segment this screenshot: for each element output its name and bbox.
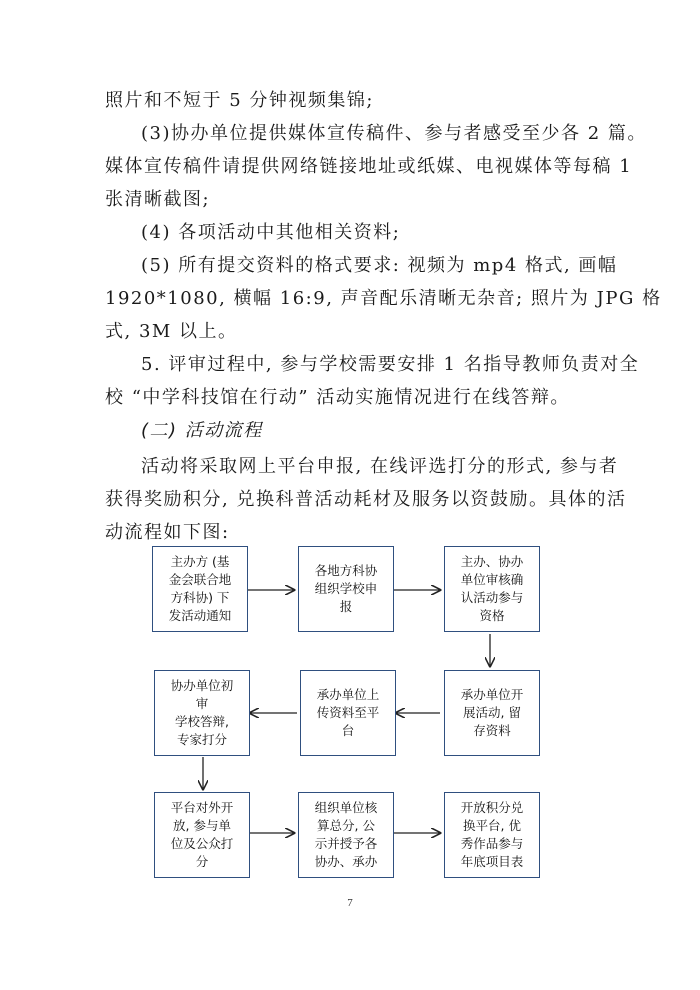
flow-box-preliminary-review: 协办单位初 审 学校答辩, 专家打分	[154, 670, 250, 756]
text-line: (5) 所有提交资料的格式要求: 视频为 mp4 格式, 画幅	[141, 255, 618, 276]
flow-box-confirm-qualification: 主办、协办 单位审核确 认活动参与 资格	[444, 546, 540, 632]
text-line: 活动将采取网上平台申报, 在线评选打分的形式, 参与者	[141, 456, 619, 477]
flow-box-public-scoring: 平台对外开 放, 参与单 位及公众打 分	[154, 792, 250, 878]
paragraph-2	[105, 117, 647, 216]
flow-box-issue-notice: 主办方 (基 金会联合地 方科协) 下 发活动通知	[152, 546, 248, 632]
paragraph-3	[105, 216, 605, 249]
text-line: 获得奖励积分, 兑换科普活动耗材及服务以资鼓励。具体的活	[105, 489, 627, 510]
page-number: 7	[347, 897, 353, 909]
paragraph-4	[105, 249, 662, 348]
text-line: 张清晰截图;	[105, 189, 211, 210]
flow-box-organize-schools: 各地方科协 组织学校申 报	[298, 546, 394, 632]
flow-box-calculate-score: 组织单位核 算总分, 公 示并授予各 协办、承办	[298, 792, 394, 878]
heading-text: (二) 活动流程	[141, 420, 263, 441]
text-line: 5. 评审过程中, 参与学校需要安排 1 名指导教师负责对全	[141, 354, 640, 375]
text-line: 照片和不短于 5 分钟视频集锦;	[105, 90, 374, 111]
flow-box-points-exchange: 开放积分兑 换平台, 优 秀作品参与 年底项目表	[444, 792, 540, 878]
text-line: (4) 各项活动中其他相关资料;	[141, 222, 401, 243]
text-line: 媒体宣传稿件请提供网络链接地址或纸媒、电视媒体等每稿 1	[105, 156, 633, 177]
text-line: 1920*1080, 横幅 16:9, 声音配乐清晰无杂音; 照片为 JPG 格	[105, 288, 662, 309]
text-line: 式, 3M 以上。	[105, 321, 238, 342]
flow-box-upload-materials: 承办单位上 传资料至平 台	[300, 670, 396, 756]
paragraph-1	[105, 84, 605, 117]
flow-box-conduct-activity: 承办单位开 展活动, 留 存资料	[444, 670, 540, 756]
paragraph-5	[105, 348, 640, 414]
section-heading	[105, 414, 605, 447]
text-line: 动流程如下图:	[105, 522, 230, 543]
text-line: (3)协办单位提供媒体宣传稿件、参与者感受至少各 2 篇。	[141, 123, 647, 144]
text-line: 校 “中学科技馆在行动” 活动实施情况进行在线答辩。	[105, 387, 570, 408]
paragraph-7	[105, 450, 627, 549]
